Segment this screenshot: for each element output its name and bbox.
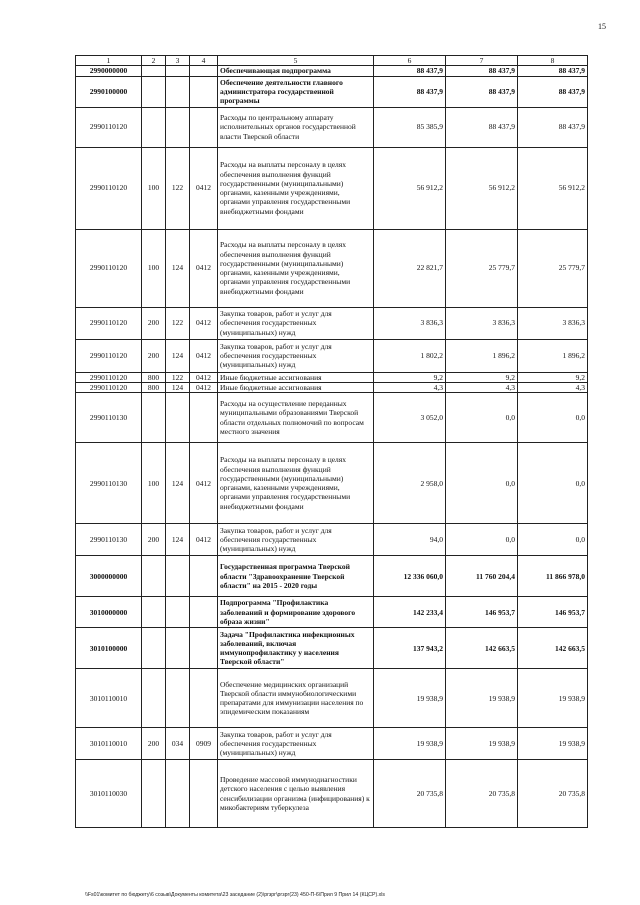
expense-type-cell	[142, 597, 166, 628]
column-number: 5	[218, 56, 374, 66]
amount-year-2-cell: 20 735,8	[446, 760, 518, 828]
table-row	[76, 669, 588, 728]
amount-year-2-cell: 146 953,7	[446, 597, 518, 628]
amount-year-3-cell: 3 836,3	[518, 307, 588, 339]
target-code-cell: 3010110030	[76, 760, 142, 828]
department-cell	[166, 66, 190, 76]
amount-year-3-cell: 1 896,2	[518, 339, 588, 372]
amount-year-3-cell: 146 953,7	[518, 597, 588, 628]
amount-year-1-cell: 1 802,2	[374, 339, 446, 372]
amount-year-1-cell: 94,0	[374, 524, 446, 556]
department-cell	[166, 669, 190, 728]
department-cell	[166, 628, 190, 669]
expense-type-cell	[142, 66, 166, 76]
column-number: 6	[374, 56, 446, 66]
amount-year-2-cell: 88 437,9	[446, 76, 518, 107]
table-row	[76, 372, 588, 382]
budget-table	[75, 55, 588, 828]
column-number: 7	[446, 56, 518, 66]
amount-year-3-cell: 25 779,7	[518, 229, 588, 307]
description-cell: Государственная программа Тверской области "Здравоохранение Тверской области" на 2015 - 2020 годы	[218, 556, 374, 597]
expense-type-cell: 800	[142, 372, 166, 382]
table-row	[76, 66, 588, 76]
amount-year-2-cell: 19 938,9	[446, 728, 518, 760]
target-code-cell: 2990110120	[76, 372, 142, 382]
expense-type-cell	[142, 760, 166, 828]
department-cell	[166, 393, 190, 443]
description-cell: Расходы по центральному аппарату исполнительных органов государственной власти Тверской области	[218, 107, 374, 147]
amount-year-2-cell: 0,0	[446, 393, 518, 443]
amount-year-3-cell: 0,0	[518, 443, 588, 524]
amount-year-3-cell: 4,3	[518, 382, 588, 392]
expense-type-cell: 200	[142, 524, 166, 556]
expense-type-cell: 100	[142, 229, 166, 307]
department-cell: 124	[166, 229, 190, 307]
description-cell: Закупка товаров, работ и услуг для обеспечения государственных (муниципальных) нужд	[218, 307, 374, 339]
description-cell: Иные бюджетные ассигнования	[218, 382, 374, 392]
department-cell: 034	[166, 728, 190, 760]
amount-year-1-cell: 2 958,0	[374, 443, 446, 524]
section-cell: 0412	[190, 382, 218, 392]
expense-type-cell	[142, 669, 166, 728]
table-row	[76, 339, 588, 372]
section-cell: 0412	[190, 443, 218, 524]
amount-year-3-cell: 88 437,9	[518, 107, 588, 147]
amount-year-3-cell: 11 866 978,0	[518, 556, 588, 597]
column-number-row	[76, 56, 588, 66]
target-code-cell: 2990110120	[76, 229, 142, 307]
amount-year-1-cell: 9,2	[374, 372, 446, 382]
section-cell	[190, 760, 218, 828]
column-number: 4	[190, 56, 218, 66]
section-cell: 0412	[190, 524, 218, 556]
amount-year-1-cell: 19 938,9	[374, 728, 446, 760]
amount-year-3-cell: 88 437,9	[518, 66, 588, 76]
amount-year-2-cell: 142 663,5	[446, 628, 518, 669]
table-row	[76, 597, 588, 628]
column-number: 8	[518, 56, 588, 66]
description-cell: Расходы на осуществление переданных муниципальными образованиями Тверской области отдельных полномочий по вопросам местного значения	[218, 393, 374, 443]
description-cell: Задача "Профилактика инфекционных заболеваний, включая иммунопрофилактику у населения Тверской области"	[218, 628, 374, 669]
section-cell: 0412	[190, 339, 218, 372]
expense-type-cell	[142, 107, 166, 147]
amount-year-2-cell: 11 760 204,4	[446, 556, 518, 597]
description-cell: Закупка товаров, работ и услуг для обеспечения государственных (муниципальных) нужд	[218, 524, 374, 556]
department-cell	[166, 107, 190, 147]
department-cell: 122	[166, 372, 190, 382]
section-cell: 0412	[190, 372, 218, 382]
column-number: 2	[142, 56, 166, 66]
section-cell	[190, 597, 218, 628]
section-cell	[190, 393, 218, 443]
expense-type-cell: 200	[142, 339, 166, 372]
section-cell	[190, 628, 218, 669]
target-code-cell: 3010100000	[76, 628, 142, 669]
target-code-cell: 2990110120	[76, 382, 142, 392]
table-row	[76, 443, 588, 524]
amount-year-2-cell: 3 836,3	[446, 307, 518, 339]
department-cell: 122	[166, 307, 190, 339]
description-cell: Закупка товаров, работ и услуг для обеспечения государственных (муниципальных) нужд	[218, 728, 374, 760]
amount-year-2-cell: 1 896,2	[446, 339, 518, 372]
column-number: 1	[76, 56, 142, 66]
amount-year-2-cell: 4,3	[446, 382, 518, 392]
amount-year-1-cell: 20 735,8	[374, 760, 446, 828]
amount-year-2-cell: 19 938,9	[446, 669, 518, 728]
department-cell	[166, 597, 190, 628]
expense-type-cell	[142, 556, 166, 597]
target-code-cell: 2990100000	[76, 76, 142, 107]
section-cell: 0909	[190, 728, 218, 760]
description-cell: Иные бюджетные ассигнования	[218, 372, 374, 382]
amount-year-1-cell: 22 821,7	[374, 229, 446, 307]
department-cell	[166, 760, 190, 828]
table-row	[76, 728, 588, 760]
description-cell: Обеспечение деятельности главного администратора государственной программы	[218, 76, 374, 107]
table-row	[76, 556, 588, 597]
expense-type-cell	[142, 628, 166, 669]
amount-year-3-cell: 0,0	[518, 524, 588, 556]
amount-year-2-cell: 0,0	[446, 443, 518, 524]
expense-type-cell: 100	[142, 443, 166, 524]
department-cell: 124	[166, 339, 190, 372]
table-row	[76, 628, 588, 669]
amount-year-1-cell: 88 437,9	[374, 76, 446, 107]
amount-year-2-cell: 88 437,9	[446, 66, 518, 76]
section-cell	[190, 556, 218, 597]
table-row	[76, 76, 588, 107]
target-code-cell: 2990110120	[76, 307, 142, 339]
target-code-cell: 2990110130	[76, 393, 142, 443]
amount-year-1-cell: 56 912,2	[374, 147, 446, 229]
column-number: 3	[166, 56, 190, 66]
target-code-cell: 2990110120	[76, 339, 142, 372]
amount-year-3-cell: 19 938,9	[518, 728, 588, 760]
expense-type-cell: 800	[142, 382, 166, 392]
department-cell: 124	[166, 524, 190, 556]
expense-type-cell: 200	[142, 728, 166, 760]
section-cell	[190, 66, 218, 76]
table-row	[76, 147, 588, 229]
table-row	[76, 760, 588, 828]
target-code-cell: 3010110010	[76, 669, 142, 728]
description-cell: Обеспечивающая подпрограмма	[218, 66, 374, 76]
target-code-cell: 3010000000	[76, 597, 142, 628]
amount-year-3-cell: 88 437,9	[518, 76, 588, 107]
description-cell: Расходы на выплаты персоналу в целях обеспечения выполнения функций государственными (муниципальными) органами, казенными учреждениями, органами управления государственными внебюджетными фондами	[218, 229, 374, 307]
amount-year-2-cell: 88 437,9	[446, 107, 518, 147]
file-path-footer: \\Fs01\комитет по бюджету\6 созыв\Документы комитета\23 заседание (2)\ргзрг\ргзрг(23) 450-П-6\Прил 9 Прил 14 (КЦСР).xls	[85, 892, 386, 898]
amount-year-3-cell: 20 735,8	[518, 760, 588, 828]
amount-year-2-cell: 56 912,2	[446, 147, 518, 229]
target-code-cell: 3010110010	[76, 728, 142, 760]
department-cell	[166, 76, 190, 107]
table-row	[76, 307, 588, 339]
department-cell	[166, 556, 190, 597]
amount-year-1-cell: 85 385,9	[374, 107, 446, 147]
expense-type-cell: 200	[142, 307, 166, 339]
amount-year-1-cell: 137 943,2	[374, 628, 446, 669]
amount-year-2-cell: 9,2	[446, 372, 518, 382]
target-code-cell: 2990110120	[76, 147, 142, 229]
amount-year-3-cell: 9,2	[518, 372, 588, 382]
page-number: 15	[598, 22, 606, 31]
expense-type-cell	[142, 393, 166, 443]
section-cell: 0412	[190, 229, 218, 307]
table-row	[76, 524, 588, 556]
department-cell: 124	[166, 382, 190, 392]
table-row	[76, 229, 588, 307]
expense-type-cell	[142, 76, 166, 107]
amount-year-1-cell: 3 836,3	[374, 307, 446, 339]
amount-year-3-cell: 142 663,5	[518, 628, 588, 669]
section-cell	[190, 76, 218, 107]
amount-year-2-cell: 25 779,7	[446, 229, 518, 307]
section-cell	[190, 107, 218, 147]
description-cell: Расходы на выплаты персоналу в целях обеспечения выполнения функций государственными (муниципальными) органами, казенными учреждениями, органами управления государственными внебюджетными фондами	[218, 443, 374, 524]
amount-year-1-cell: 142 233,4	[374, 597, 446, 628]
target-code-cell: 2990110120	[76, 107, 142, 147]
amount-year-1-cell: 4,3	[374, 382, 446, 392]
amount-year-1-cell: 3 052,0	[374, 393, 446, 443]
table-row	[76, 393, 588, 443]
description-cell: Обеспечение медицинских организаций Тверской области иммунобиологическими препаратами для иммунизации населения по эпидемическим показаниям	[218, 669, 374, 728]
amount-year-1-cell: 12 336 060,0	[374, 556, 446, 597]
section-cell: 0412	[190, 147, 218, 229]
target-code-cell: 2990110130	[76, 443, 142, 524]
description-cell: Проведение массовой иммунодиагностики детского населения с целью выявления сенсибилизации организма (инфицирования) к микобактериям туберкулеза	[218, 760, 374, 828]
target-code-cell: 2990000000	[76, 66, 142, 76]
target-code-cell: 2990110130	[76, 524, 142, 556]
description-cell: Расходы на выплаты персоналу в целях обеспечения выполнения функций государственными (муниципальными) органами, казенными учреждениями, органами управления государственными внебюджетными фондами	[218, 147, 374, 229]
department-cell: 124	[166, 443, 190, 524]
description-cell: Закупка товаров, работ и услуг для обеспечения государственных (муниципальных) нужд	[218, 339, 374, 372]
table-row	[76, 107, 588, 147]
amount-year-1-cell: 19 938,9	[374, 669, 446, 728]
expense-type-cell: 100	[142, 147, 166, 229]
section-cell	[190, 669, 218, 728]
table-row	[76, 382, 588, 392]
budget-table-sheet	[75, 55, 587, 828]
amount-year-3-cell: 19 938,9	[518, 669, 588, 728]
section-cell: 0412	[190, 307, 218, 339]
target-code-cell: 3000000000	[76, 556, 142, 597]
description-cell: Подпрограмма "Профилактика заболеваний и формирование здорового образа жизни"	[218, 597, 374, 628]
amount-year-2-cell: 0,0	[446, 524, 518, 556]
amount-year-3-cell: 56 912,2	[518, 147, 588, 229]
amount-year-1-cell: 88 437,9	[374, 66, 446, 76]
department-cell: 122	[166, 147, 190, 229]
amount-year-3-cell: 0,0	[518, 393, 588, 443]
